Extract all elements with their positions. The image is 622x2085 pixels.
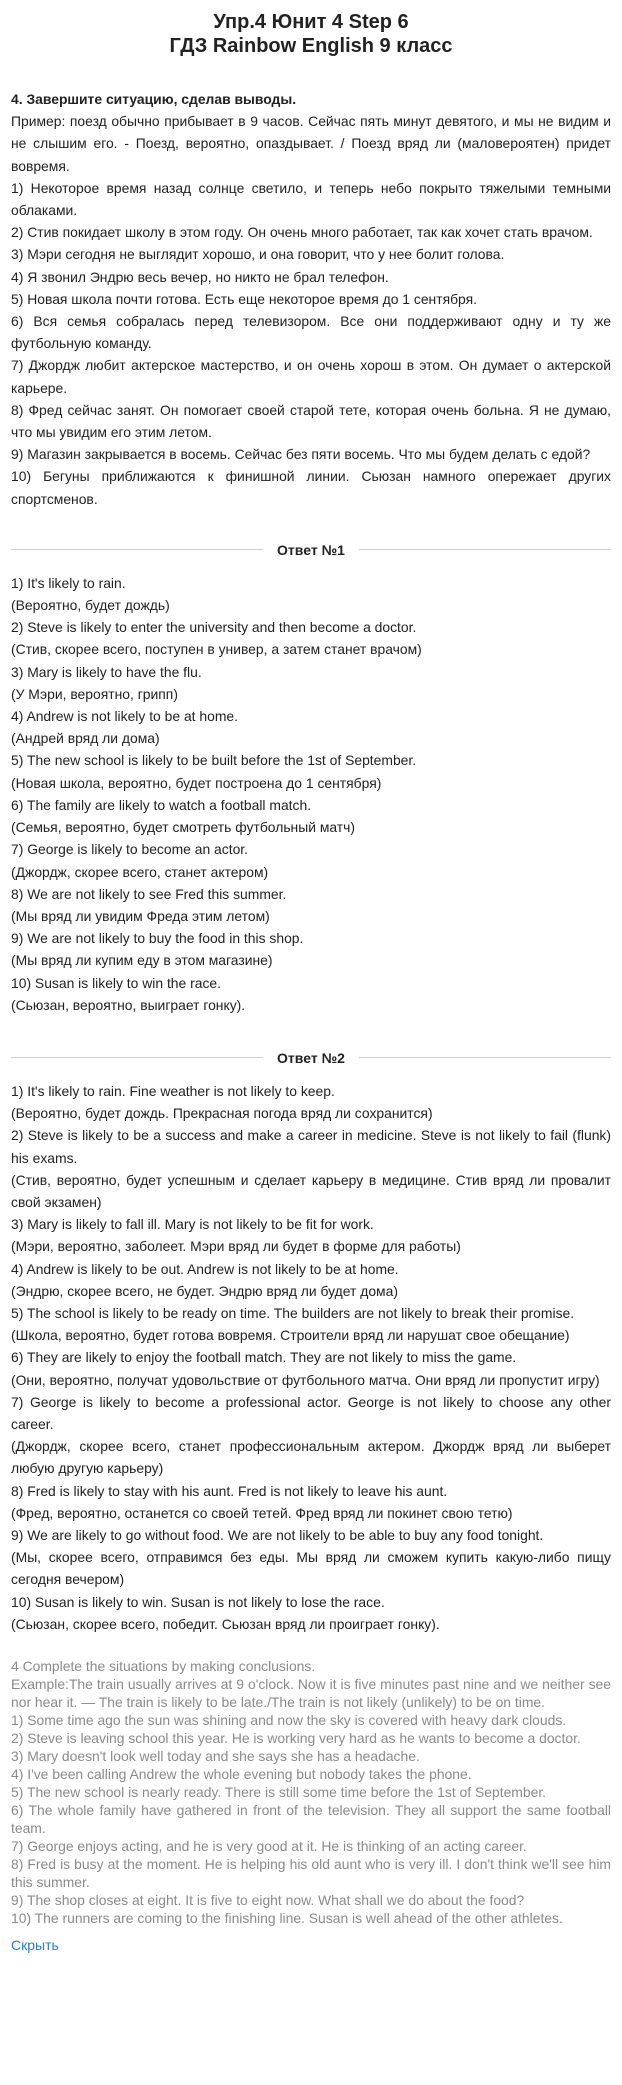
english-line: 6) The whole family have gathered in front of the television. They all support the same football team.: [11, 1802, 611, 1836]
answer-line: 5) The new school is likely to be built before the 1st of September.: [11, 752, 417, 769]
task-item: 8) Фред сейчас занят. Он помогает своей старой тете, которая очень больна. Я не думаю, что мы увидим его этим летом.: [11, 401, 611, 441]
answer1-divider: [11, 540, 611, 560]
task-items: [11, 110, 611, 510]
task-item: 7) Джордж любит актерское мастерство, и он очень хорош в этом. Он думает о актерской карьере.: [11, 357, 611, 396]
answer1-section: [11, 572, 611, 1016]
task-item: 2) Стив покидает школу в этом году. Он очень много работает, так как хочет стать врачом.: [11, 224, 593, 241]
answer-line: 4) Andrew is not likely to be at home.: [11, 708, 238, 725]
answer-line: 7) George is likely to become an actor.: [11, 841, 249, 858]
task-item: 1) Некоторое время назад солнце светило, и теперь небо покрыто тяжелыми темными облаками.: [11, 179, 611, 219]
page-header: [11, 0, 611, 58]
answer-line: 4) Andrew is likely to be out. Andrew is not likely to be at home.: [11, 1260, 399, 1277]
answer-line: (Андрей вряд ли дома): [11, 730, 160, 747]
answer-line: (Стив, вероятно, будет успешным и сделает карьеру в медицине. Стив вряд ли провалит свой экзамен): [11, 1171, 611, 1210]
answer-line: 8) Fred is likely to stay with his aunt. Fred is not likely to leave his aunt.: [11, 1482, 448, 1499]
page-title: Упр.4 Юнит 4 Step 6: [213, 11, 409, 33]
answer-line: 1) It's likely to rain.: [11, 574, 126, 591]
english-line: 7) George enjoys acting, and he is very good at it. He is thinking of an acting career.: [11, 1838, 527, 1854]
answer2-section: [11, 1080, 611, 1635]
english-line: Example:The train usually arrives at 9 o'clock. Now it is five minutes past nine and we neither see nor hear it. — The train is likely to be late./The train is not likely (unlikely) to be on time.: [11, 1676, 611, 1710]
task-item: 3) Мэри сегодня не выглядит хорошо, и она говорит, что у нее болит голова.: [11, 246, 505, 263]
task-item: 5) Новая школа почти готова. Есть еще некоторое время до 1 сентября.: [11, 290, 477, 307]
task-item: Пример: поезд обычно прибывает в 9 часов. Сейчас пять минут девятого, и мы не видим и не слышим его. - Поезд, вероятно, опаздывает. / Поезд вряд ли (маловероятен) придет вовремя.: [11, 113, 611, 174]
answer-line: 2) Steve is likely to enter the university and then become a doctor.: [11, 619, 417, 636]
task-item: 9) Магазин закрывается в восемь. Сейчас без пяти восемь. Что мы будем делать с едой?: [11, 446, 591, 463]
divider-line-right: [359, 1057, 611, 1058]
english-line: 5) The new school is nearly ready. There is still some time before the 1st of September.: [11, 1784, 547, 1800]
answer2-divider: [11, 1048, 611, 1068]
answer-line: 9) We are not likely to buy the food in this shop.: [11, 930, 304, 947]
english-line: 8) Fred is busy at the moment. He is helping his old aunt who is very ill. I don't think we'll see him this summer.: [11, 1856, 611, 1890]
answer-line: 10) Susan is likely to win the race.: [11, 974, 222, 991]
english-line: 2) Steve is leaving school this year. He is working very hard as he wants to become a doctor.: [11, 1730, 581, 1746]
answer-line: (Джордж, скорее всего, станет актером): [11, 863, 269, 880]
answer-line: 3) Mary is likely to have the flu.: [11, 663, 202, 680]
answer-line: (Школа, вероятно, будет готова вовремя. Строители вряд ли нарушат свое обещание): [11, 1327, 570, 1344]
answer-line: (Семья, вероятно, будет смотреть футбольный матч): [11, 819, 356, 836]
english-line: 9) The shop closes at eight. It is five to eight now. What shall we do about the food?: [11, 1892, 525, 1908]
answer-line: (Стив, скорее всего, поступен в универ, а затем станет врачом): [11, 641, 422, 658]
answer-line: (Джордж, скорее всего, станет профессиональным актером. Джордж вряд ли выберет любую другую карьеру): [11, 1438, 611, 1477]
answer-line: (Новая школа, вероятно, будет построена до 1 сентября): [11, 774, 382, 791]
answer-line: (Мы вряд ли увидим Фреда этим летом): [11, 907, 270, 924]
answer2-label: Ответ №2: [277, 1049, 345, 1066]
hide-link[interactable]: Скрыть: [11, 1937, 59, 1953]
answer-line: (Мы, скорее всего, отправимся без еды. Мы вряд ли сможем купить какую-либо пищу сегодня вечером): [11, 1549, 611, 1588]
task-title: 4. Завершите ситуацию, сделав выводы.: [11, 91, 297, 107]
english-line: 3) Mary doesn't look well today and she says she has a headache.: [11, 1748, 420, 1764]
page-subtitle: ГДЗ Rainbow English 9 класс: [169, 35, 453, 57]
answer-line: 3) Mary is likely to fall ill. Mary is not likely to be fit for work.: [11, 1216, 374, 1233]
answer1-label: Ответ №1: [277, 541, 345, 558]
answer-line: 5) The school is likely to be ready on time. The builders are not likely to break their promise.: [11, 1304, 575, 1321]
english-line: 4 Complete the situations by making conclusions.: [11, 1658, 316, 1674]
divider-line-left: [11, 549, 263, 550]
task-section: [11, 88, 611, 510]
divider-line-right: [359, 549, 611, 550]
answer-line: (У Мэри, вероятно, грипп): [11, 685, 178, 702]
answer-line: (Сьюзан, вероятно, выиграет гонку).: [11, 996, 246, 1013]
answer-line: (Мы вряд ли купим еду в этом магазине): [11, 952, 273, 969]
english-line: 10) The runners are coming to the finishing line. Susan is well ahead of the other athletes.: [11, 1910, 563, 1926]
task-item: 6) Вся семья собралась перед телевизором. Все они поддерживают одну и ту же футбольную команду.: [11, 313, 611, 352]
answer-line: 6) They are likely to enjoy the football match. They are not likely to miss the game.: [11, 1349, 517, 1366]
answer-line: 9) We are likely to go without food. We are not likely to be able to buy any food tonight.: [11, 1526, 544, 1543]
answer-line: (Эндрю, скорее всего, не будет. Эндрю вряд ли будет дома): [11, 1282, 398, 1299]
answer-line: (Мэри, вероятно, заболеет. Мэри вряд ли будет в форме для работы): [11, 1238, 461, 1255]
answer-line: 1) It's likely to rain. Fine weather is not likely to keep.: [11, 1082, 335, 1099]
answer-line: 10) Susan is likely to win. Susan is not likely to lose the race.: [11, 1593, 385, 1610]
answer-line: (Сьюзан, скорее всего, победит. Сьюзан вряд ли проиграет гонку).: [11, 1615, 440, 1632]
english-task-section: [11, 1657, 611, 1927]
answer-line: (Вероятно, будет дождь. Прекрасная погода вряд ли сохранится): [11, 1105, 433, 1122]
answer-line: 2) Steve is likely to be a success and make a career in medicine. Steve is not likely to fail (flunk) his exams.: [11, 1127, 611, 1166]
divider-line-left: [11, 1057, 263, 1058]
answer-line: (Они, вероятно, получат удовольствие от футбольного матча. Они вряд ли пропустит игру): [11, 1371, 600, 1388]
answer-line: 7) George is likely to become a professional actor. George is not likely to choose any other career.: [11, 1393, 611, 1432]
answer-line: 6) The family are likely to watch a football match.: [11, 796, 312, 813]
task-item: 4) Я звонил Эндрю весь вечер, но никто не брал телефон.: [11, 268, 389, 285]
task-item: 10) Бегуны приближаются к финишной линии. Сьюзан намного опережает других спортсменов.: [11, 468, 611, 507]
english-line: 1) Some time ago the sun was shining and now the sky is covered with heavy dark clouds.: [11, 1712, 567, 1728]
english-line: 4) I've been calling Andrew the whole evening but nobody takes the phone.: [11, 1766, 472, 1782]
answer-line: (Фред, вероятно, останется со своей тетей. Фред вряд ли покинет свою тетю): [11, 1504, 513, 1521]
answer-line: (Вероятно, будет дождь): [11, 597, 170, 614]
answer-line: 8) We are not likely to see Fred this summer.: [11, 885, 287, 902]
